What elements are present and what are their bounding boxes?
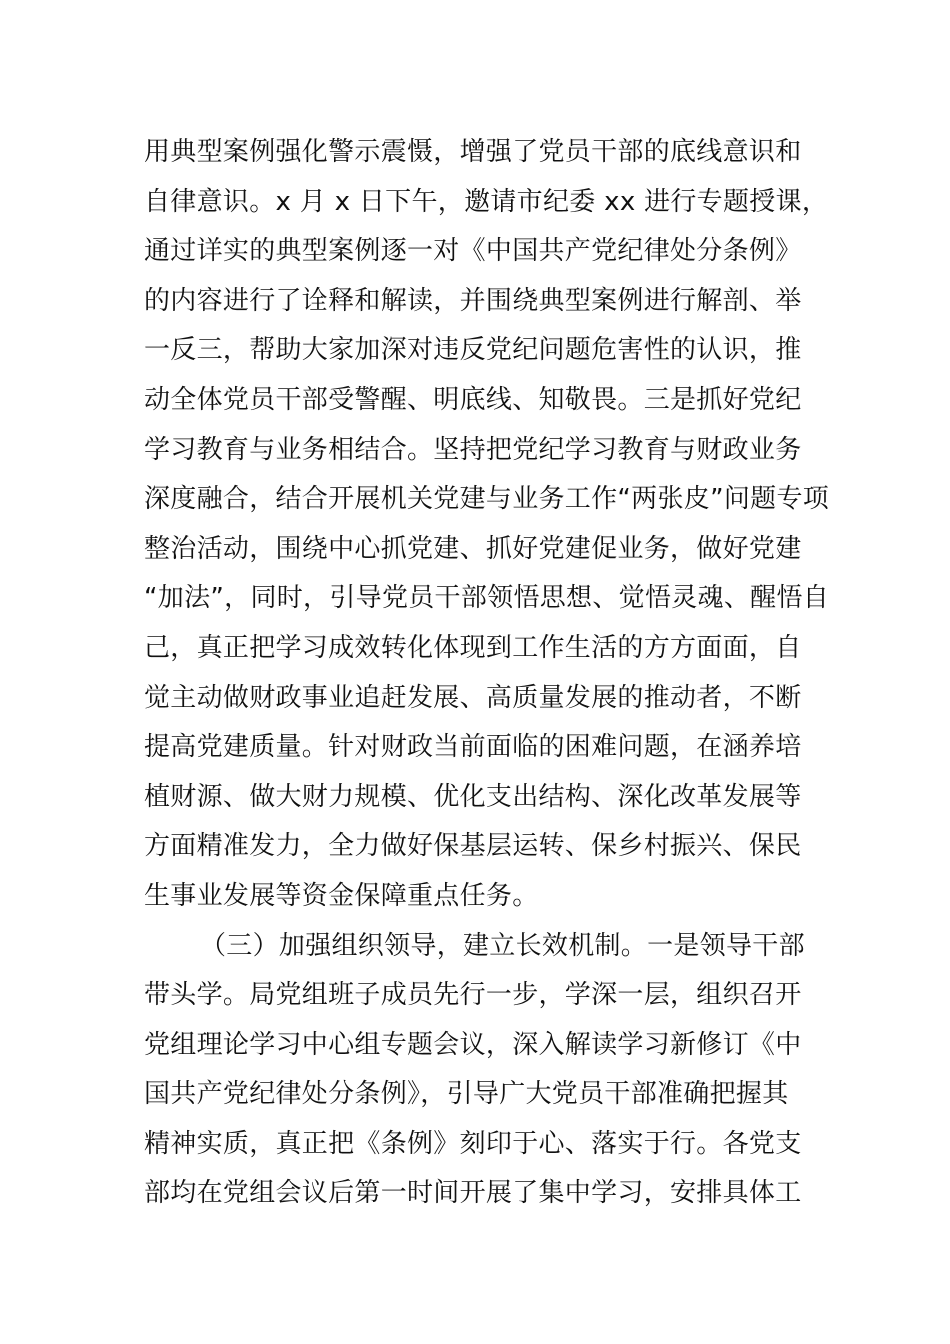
text-line: 觉主动做财政事业追赶发展、高质量发展的推动者，不断 [144, 682, 802, 713]
text-line: 党组理论学习中心组专题会议，深入解读学习新修订《中 [144, 1029, 802, 1060]
text-line: 提高党建质量。针对财政当前面临的困难问题，在涵养培 [144, 732, 802, 763]
text-line: 整治活动，围绕中心抓党建、抓好党建促业务，做好党建 [144, 533, 802, 564]
text-line: “加法”，同时，引导党员干部领悟思想、觉悟灵魂、醒悟自 [144, 583, 830, 614]
text-line: 己，真正把学习成效转化体现到工作生活的方方面面，自 [144, 632, 802, 663]
text-line: 国共产党纪律处分条例》，引导广大党员干部准确把握其 [144, 1079, 789, 1110]
text-line: 的内容进行了诠释和解读，并围绕典型案例进行解剖、举 [144, 285, 802, 316]
text-line: 学习教育与业务相结合。坚持把党纪学习教育与财政业务 [144, 434, 802, 465]
text-line: 动全体党员干部受警醒、明底线、知敬畏。三是抓好党纪 [144, 384, 802, 415]
body-text [144, 128, 830, 1219]
text-line: 方面精准发力，全力做好保基层运转、保乡村振兴、保民 [144, 831, 802, 862]
section-heading-line: （三）加强组织领导，建立长效机制。一是领导干部 [200, 930, 805, 961]
text-line: 深度融合，结合开展机关党建与业务工作“两张皮”问题专项 [144, 484, 830, 515]
text-line: 植财源、做大财力规模、优化支出结构、深化改革发展等 [144, 781, 802, 812]
text-line: 精神实质，真正把《条例》刻印于心、落实于行。各党支 [144, 1128, 802, 1159]
text-line: 带头学。局党组班子成员先行一步，学深一层，组织召开 [144, 980, 802, 1011]
text-line: 部均在党组会议后第一时间开展了集中学习，安排具体工 [144, 1178, 802, 1209]
text-line: 通过详实的典型案例逐一对《中国共产党纪律处分条例》 [144, 236, 802, 267]
text-line: 用典型案例强化警示震慑，增强了党员干部的底线意识和 [144, 137, 802, 167]
text-line: 自律意识。x 月 x 日下午，邀请市纪委 xx 进行专题授课， [144, 186, 829, 217]
text-line: 生事业发展等资金保障重点任务。 [144, 880, 539, 911]
text-line: 一反三，帮助大家加深对违反党纪问题危害性的认识，推 [144, 335, 802, 366]
